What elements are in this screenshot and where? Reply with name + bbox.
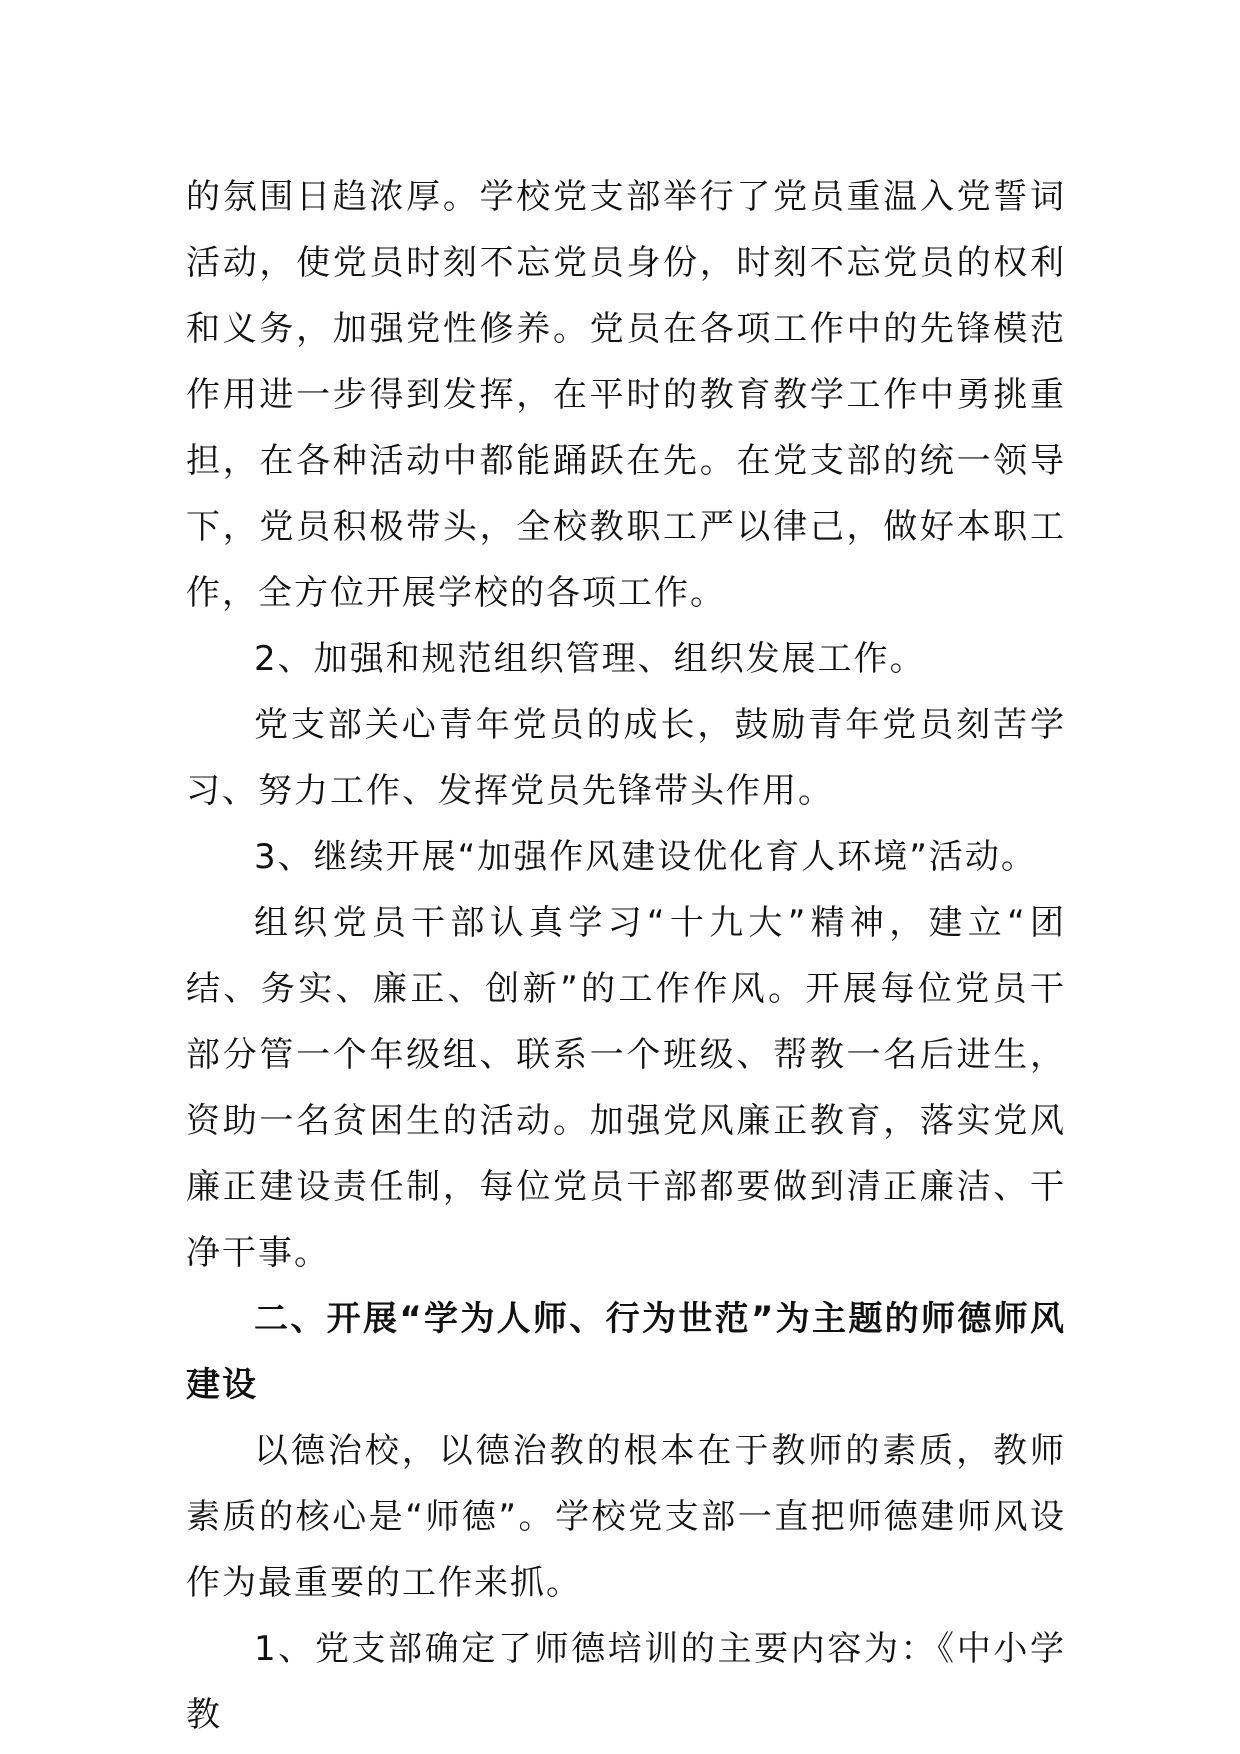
list-item-1: 1、党支部确定了师德培训的主要内容为：《中小学教 bbox=[186, 1629, 1066, 1735]
document-body bbox=[186, 164, 1066, 1748]
section-heading: 二、开展“学为人师、行为世范”为主题的师德师风建设 bbox=[186, 1299, 1066, 1405]
paragraph: 以德治校，以德治教的根本在于教师的素质，教师素质的核心是“师德”。学校党支部一直把师德建师风设作为最重要的工作来抓。 bbox=[186, 1431, 1066, 1603]
paragraph: 党支部关心青年党员的成长，鼓励青年党员刻苦学习、努力工作、发挥党员先锋带头作用。 bbox=[186, 705, 1066, 811]
list-item-3: 3、继续开展“加强作风建设优化育人环境”活动。 bbox=[254, 837, 1037, 877]
paragraph: 组织党员干部认真学习“十九大”精神，建立“团结、务实、廉正、创新”的工作作风。开展每位党员干部分管一个年级组、联系一个班级、帮教一名后进生，资助一名贫困生的活动。加强党风廉正教育，落实党风廉正建设责任制，每位党员干部都要做到清正廉洁、干净干事。 bbox=[186, 903, 1066, 1273]
list-item-2: 2、加强和规范组织管理、组织发展工作。 bbox=[254, 639, 926, 679]
paragraph-continuation: 的氛围日趋浓厚。学校党支部举行了党员重温入党誓词活动，使党员时刻不忘党员身份，时刻不忘党员的权利和义务，加强党性修养。党员在各项工作中的先锋模范作用进一步得到发挥，在平时的教育教学工作中勇挑重担，在各种活动中都能踊跃在先。在党支部的统一领导下，党员积极带头，全校教职工严以律己，做好本职工作，全方位开展学校的各项工作。 bbox=[186, 177, 1066, 613]
